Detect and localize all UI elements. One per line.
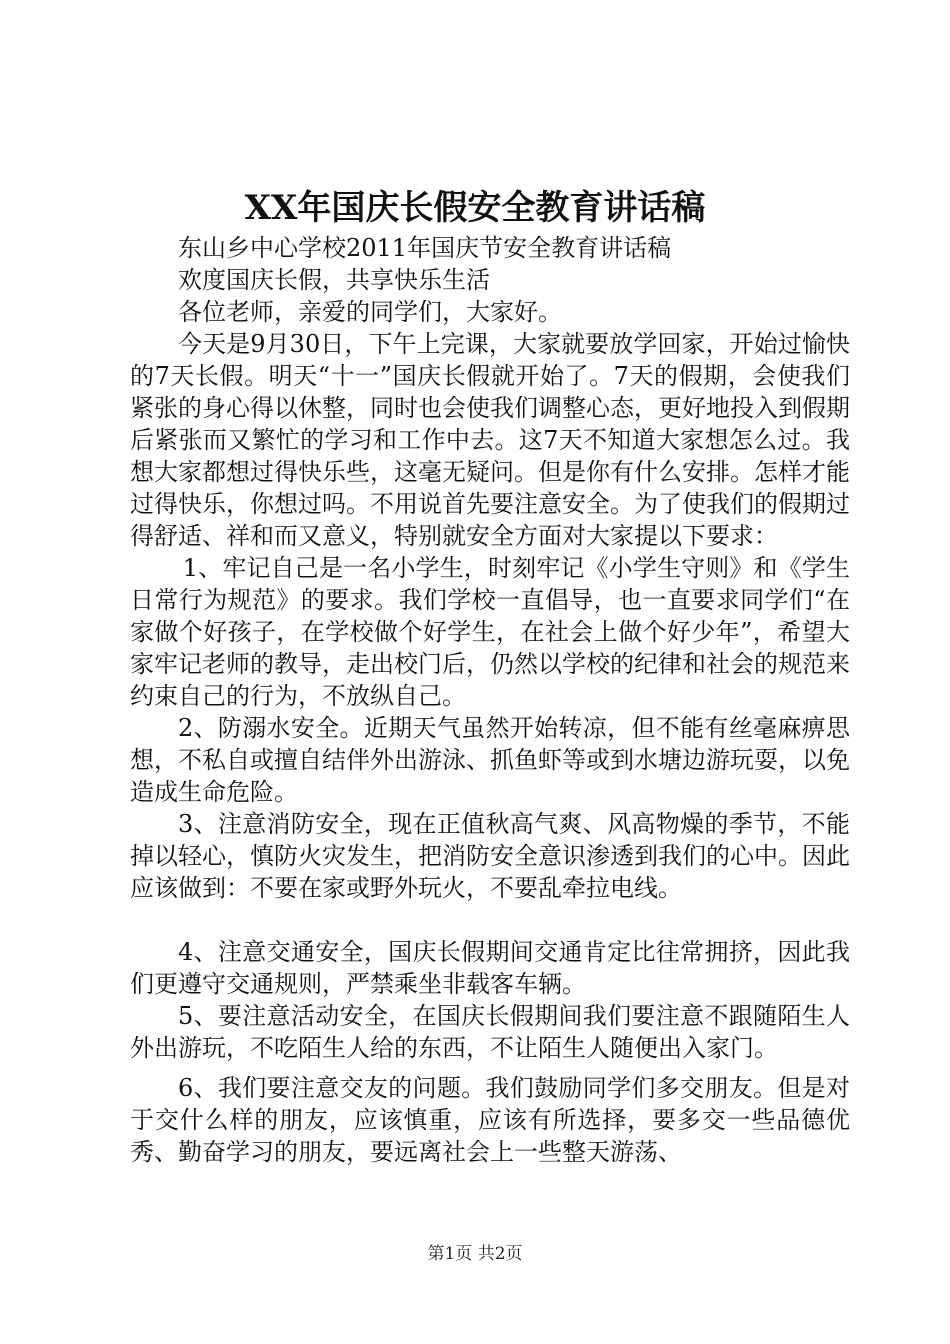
paragraph-item-5: 5、要注意活动安全，在国庆长假期间我们要注意不跟随陌生人外出游玩，不吃陌生人给的东西，不让陌生人随便出入家门。 bbox=[130, 1002, 850, 1062]
paragraph-intro: 今天是9月30日，下午上完课，大家就要放学回家，开始过愉快的7天长假。明天“十一”国庆长假就开始了。7天的假期，会使我们紧张的身心得以休整，同时也会使我们调整心态，更好地投入到假期后紧张而又繁忙的学习和工作中去。这7天不知道大家想怎么过。我想大家都想过得快乐些，这毫无疑问。但是你有什么安排。怎样才能过得快乐，你想过吗。不用说首先要注意安全。为了使我们的假期过得舒适、祥和而又意义，特别就安全方面对大家提以下要求： bbox=[130, 330, 850, 550]
paragraph-item-1: 1、牢记自己是一名小学生，时刻牢记《小学生守则》和《学生日常行为规范》的要求。我们学校一直倡导，也一直要求同学们“在家做个好孩子，在学校做个好学生，在社会上做个好少年”，希望大家牢记老师的教导，走出校门后，仍然以学校的纪律和社会的规范来约束自己的行为，不放纵自己。 bbox=[130, 554, 850, 710]
paragraph-item-6: 6、我们要注意交友的问题。我们鼓励同学们多交朋友。但是对于交什么样的朋友，应该慎重，应该有所选择，要多交一些品德优秀、勤奋学习的朋友，要远离社会上一些整天游荡、 bbox=[130, 1074, 850, 1166]
page-footer: 第1页 共2页 bbox=[427, 1244, 523, 1264]
paragraph-greeting: 各位老师，亲爱的同学们，大家好。 bbox=[178, 298, 562, 326]
paragraph-school-heading: 东山乡中心学校2011年国庆节安全教育讲话稿 bbox=[178, 234, 672, 262]
paragraph-item-3: 3、注意消防安全，现在正值秋高气爽、风高物燥的季节，不能掉以轻心，慎防火灾发生，把消防安全意识渗透到我们的心中。因此应该做到：不要在家或野外玩火，不要乱牵拉电线。 bbox=[130, 810, 850, 902]
paragraph-subtitle: 欢度国庆长假，共享快乐生活 bbox=[178, 266, 490, 294]
document-title: XX年国庆长假安全教育讲话稿 bbox=[244, 188, 706, 228]
paragraph-item-4: 4、注意交通安全，国庆长假期间交通肯定比往常拥挤，因此我们更遵守交通规则，严禁乘坐非载客车辆。 bbox=[130, 938, 850, 998]
document-body bbox=[130, 232, 850, 1168]
paragraph-item-2: 2、防溺水安全。近期天气虽然开始转凉，但不能有丝毫麻痹思想，不私自或擅自结伴外出游泳、抓鱼虾等或到水塘边游玩耍，以免造成生命危险。 bbox=[130, 714, 850, 806]
